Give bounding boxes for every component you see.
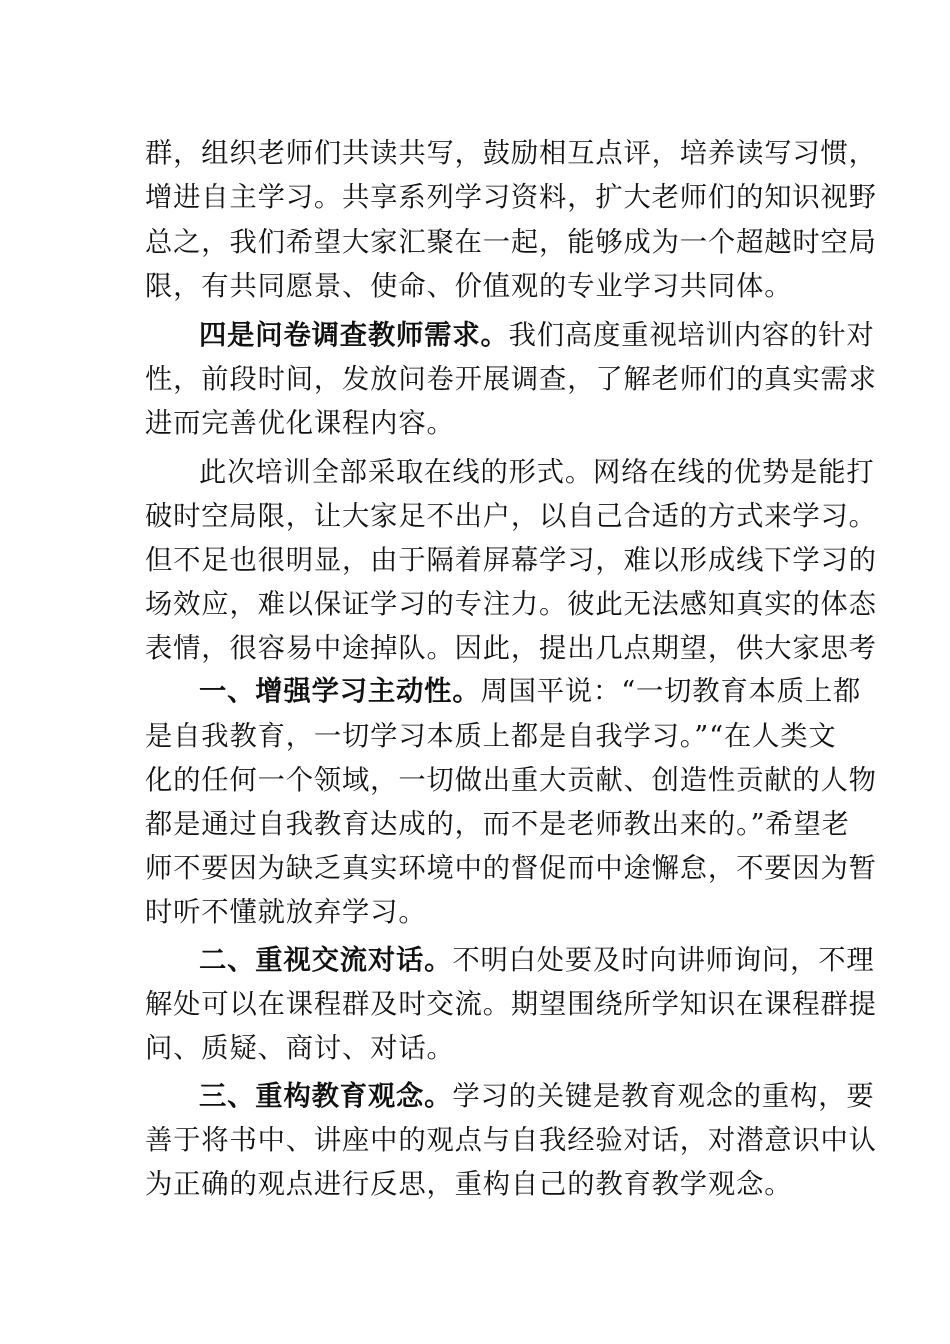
text-line — [145, 845, 877, 893]
line-text: 化的任何一个领域，一切做出重大贡献、创造性贡献的人物 — [145, 765, 877, 796]
line-text: 师不要因为缺乏真实环境中的督促而中途懈怠，不要因为暂 — [145, 853, 877, 884]
line-text: 进而完善优化课程内容。 — [145, 408, 455, 439]
line-text: 善于将书中、讲座中的观点与自我经验对话，对潜意识中认 — [145, 1125, 877, 1156]
text-line — [145, 1117, 877, 1165]
text-line — [145, 537, 877, 585]
line-text: 群，组织老师们共读共写，鼓励相互点评，培养读写习惯， — [145, 138, 877, 169]
line-text: 周国平说：“一切教育本质上都 — [480, 676, 862, 707]
line-text: 场效应，难以保证学习的专注力。彼此无法感知真实的体态 — [145, 589, 877, 620]
paragraph-first-line — [199, 449, 875, 497]
text-line — [145, 801, 850, 849]
line-text: 解处可以在课程群及时交流。期望围绕所学知识在课程群提 — [145, 989, 877, 1020]
line-text: 时听不懂就放弃学习。 — [145, 897, 427, 928]
line-text: 增进自主学习。共享系列学习资料，扩大老师们的知识视野 — [145, 182, 877, 213]
section-heading-line — [199, 1073, 875, 1121]
line-text: 都是通过自我教育达成的，而不是老师教出来的。”希望老 — [145, 809, 850, 840]
text-line — [145, 757, 877, 805]
section-heading: 三、重构教育观念。 — [199, 1081, 453, 1112]
text-line — [145, 1161, 825, 1209]
line-text: 问、质疑、商讨、对话。 — [145, 1033, 455, 1064]
text-line — [145, 174, 877, 222]
line-text: 是自我教育，一切学习本质上都是自我学习。”“在人类文 — [145, 721, 837, 752]
text-line — [145, 130, 877, 178]
line-text: 我们高度重视培训内容的针对 — [508, 320, 875, 351]
text-line — [145, 889, 825, 937]
line-text: 性，前段时间，发放问卷开展调查，了解老师们的真实需求 — [145, 364, 877, 395]
text-line — [145, 356, 877, 404]
line-text: 此次培训全部采取在线的形式。网络在线的优势是能打 — [199, 457, 875, 488]
text-line — [145, 625, 877, 673]
text-line — [145, 493, 877, 541]
section-heading: 二、重视交流对话。 — [199, 945, 453, 976]
line-text: 表情，很容易中途掉队。因此，提出几点期望，供大家思考 — [145, 633, 877, 664]
text-line — [145, 400, 825, 448]
section-heading-line — [199, 937, 875, 985]
text-line — [145, 263, 825, 311]
text-line — [145, 713, 837, 761]
line-text: 不明白处要及时向讲师询问，不理 — [452, 945, 875, 976]
section-heading: 一、增强学习主动性。 — [199, 676, 481, 707]
text-line — [145, 219, 877, 267]
section-heading: 四是问卷调查教师需求。 — [199, 320, 509, 351]
text-line — [145, 1025, 825, 1073]
text-line — [145, 981, 877, 1029]
section-heading-line — [199, 668, 862, 716]
text-line — [145, 581, 877, 629]
line-text: 为正确的观点进行反思，重构自己的教育教学观念。 — [145, 1169, 793, 1200]
line-text: 学习的关键是教育观念的重构，要 — [452, 1081, 875, 1112]
section-heading-line — [199, 312, 875, 360]
line-text: 破时空局限，让大家足不出户，以自己合适的方式来学习。 — [145, 501, 877, 532]
line-text: 但不足也很明显，由于隔着屏幕学习，难以形成线下学习的 — [145, 545, 877, 576]
line-text: 总之，我们希望大家汇聚在一起，能够成为一个超越时空局 — [145, 227, 877, 258]
line-text: 限，有共同愿景、使命、价值观的专业学习共同体。 — [145, 271, 793, 302]
